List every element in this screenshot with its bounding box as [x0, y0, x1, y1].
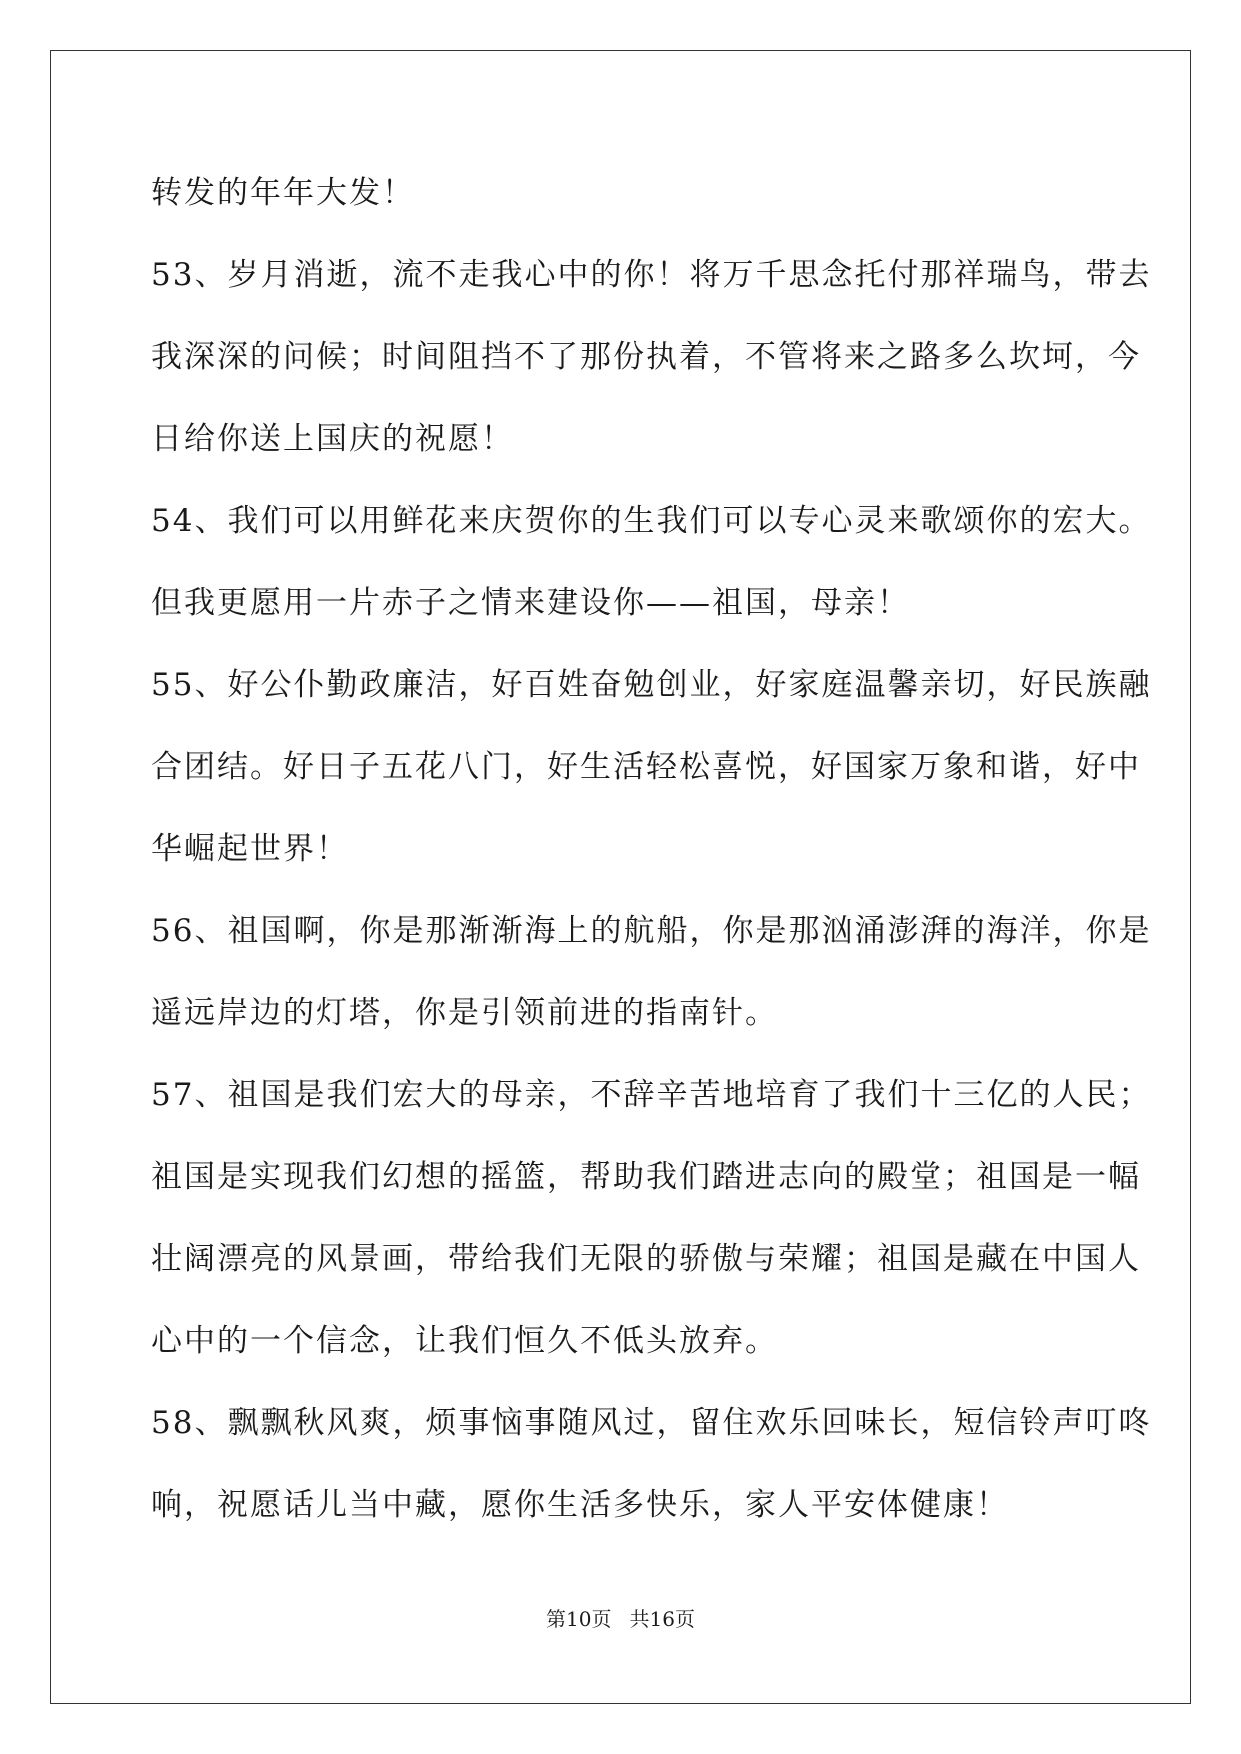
text-line: 壮阔漂亮的风景画，带给我们无限的骄傲与荣耀；祖国是藏在中国人	[151, 1241, 1141, 1277]
text-line: 响，祝愿话儿当中藏，愿你生活多快乐，家人平安体健康！	[151, 1487, 1009, 1523]
text-line: 58、飘飘秋风爽，烦事恼事随风过，留住欢乐回味长，短信铃声叮咚	[151, 1405, 1152, 1441]
text-line: 日给你送上国庆的祝愿！	[151, 421, 514, 457]
text-line: 56、祖国啊，你是那渐渐海上的航船，你是那汹涌澎湃的海洋，你是	[151, 913, 1152, 949]
page-total: 共16页	[629, 1607, 695, 1631]
text-line: 心中的一个信念，让我们恒久不低头放弃。	[151, 1323, 778, 1359]
text-line: 我深深的问候；时间阻挡不了那份执着，不管将来之路多么坎坷，今	[151, 339, 1141, 375]
text-line: 但我更愿用一片赤子之情来建设你——祖国，母亲！	[151, 585, 910, 621]
page-footer	[0, 1604, 1241, 1634]
text-line: 55、好公仆勤政廉洁，好百姓奋勉创业，好家庭温馨亲切，好民族融	[151, 667, 1152, 703]
page-number: 第10页	[546, 1607, 612, 1631]
text-line: 华崛起世界！	[151, 831, 349, 867]
text-line: 转发的年年大发！	[151, 175, 415, 211]
text-line: 54、我们可以用鲜花来庆贺你的生我们可以专心灵来歌颂你的宏大。	[151, 503, 1152, 539]
document-body	[151, 163, 1152, 1557]
text-line: 53、岁月消逝，流不走我心中的你！将万千思念托付那祥瑞鸟，带去	[151, 257, 1152, 293]
text-line: 57、祖国是我们宏大的母亲，不辞辛苦地培育了我们十三亿的人民；	[151, 1077, 1152, 1113]
text-line: 遥远岸边的灯塔，你是引领前进的指南针。	[151, 995, 778, 1031]
text-line: 祖国是实现我们幻想的摇篮，帮助我们踏进志向的殿堂；祖国是一幅	[151, 1159, 1141, 1195]
text-line: 合团结。好日子五花八门，好生活轻松喜悦，好国家万象和谐，好中	[151, 749, 1141, 785]
